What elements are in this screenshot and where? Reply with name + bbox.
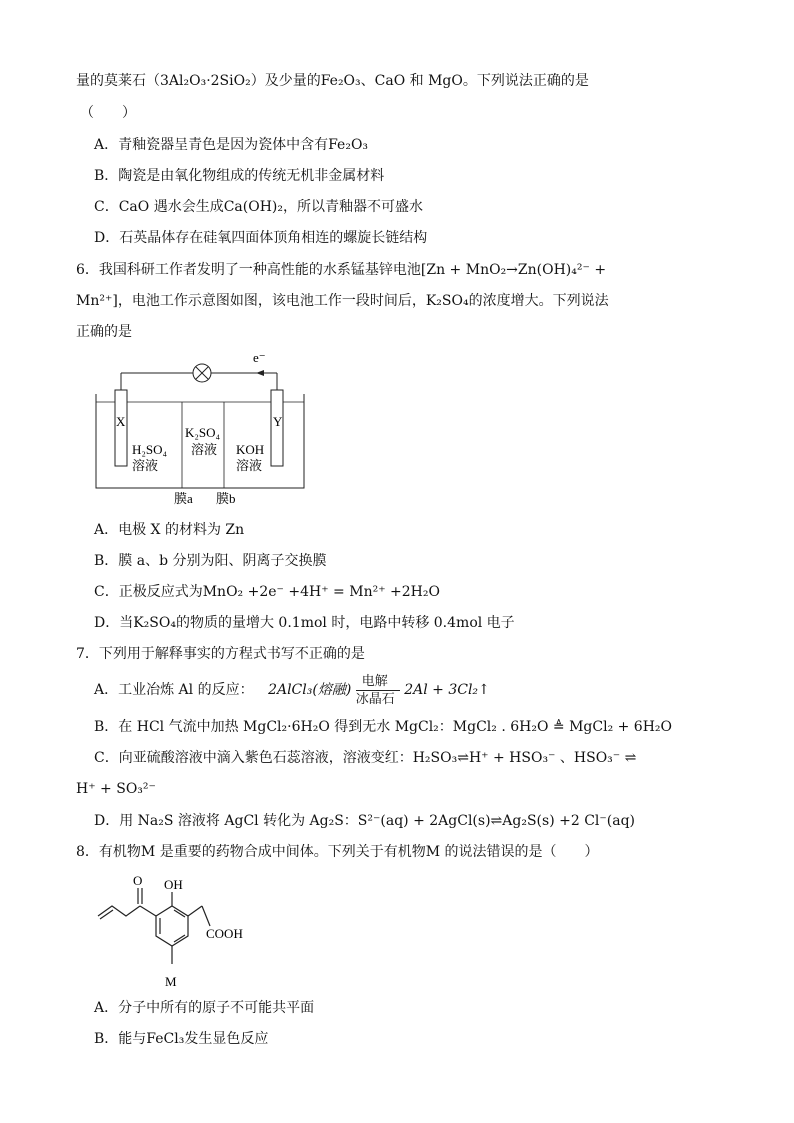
q6-option-b: B．膜 a、b 分别为阳、阴离子交换膜	[94, 553, 327, 569]
molecule-name-label: M	[165, 974, 177, 989]
q7-option-a	[94, 674, 490, 707]
q5-option-d: D．石英晶体存在硅氧四面体顶角相连的螺旋长链结构	[94, 230, 428, 246]
electron-label: e⁻	[253, 350, 266, 365]
electrode-y-label: Y	[273, 414, 283, 429]
electron-arrow-icon	[256, 370, 264, 376]
q7-option-a-text: A．工业冶炼 Al 的反应：	[94, 682, 254, 698]
q8-option-b: B．能与FeCl₃发生显色反应	[94, 1031, 269, 1047]
q7-option-a-left: 2AlCl₃(熔融)	[268, 682, 352, 698]
hydroxyl-label: OH	[164, 877, 183, 892]
reaction-condition	[355, 674, 400, 707]
q5-stem-line2: （ ）	[80, 105, 136, 121]
mid-solution-formula: K₂SO₄	[185, 425, 221, 440]
electrode-x-label: X	[116, 414, 126, 429]
q8-stem: 8．有机物M 是重要的药物合成中间体。下列关于有机物M 的说法错误的是（ ）	[76, 844, 599, 860]
q6-option-c: C．正极反应式为MnO₂ +2e⁻ +4H⁺ = Mn²⁺ +2H₂O	[94, 584, 440, 600]
q6-stem-line2: Mn²⁺]，电池工作示意图如图，该电池工作一段时间后，K₂SO₄的浓度增大。下列说法	[76, 293, 609, 309]
q6-option-d: D．当K₂SO₄的物质的量增大 0.1mol 时，电路中转移 0.4mol 电子	[94, 615, 515, 631]
carbonyl-o-label: O	[133, 873, 143, 888]
left-solution-label: 溶液	[132, 458, 159, 473]
q7-option-c-line1: C．向亚硫酸溶液中滴入紫色石蕊溶液，溶液变红：H₂SO₃⇌H⁺ + HSO₃⁻ 、HSO₃⁻ ⇌	[94, 750, 637, 766]
q7-option-d: D．用 Na₂S 溶液将 AgCl 转化为 Ag₂S：S²⁻(aq) + 2AgCl(s)⇌Ag₂S(s) +2 Cl⁻(aq)	[94, 813, 636, 829]
condition-bottom: 冰晶石	[355, 692, 395, 707]
q8-option-a: A．分子中所有的原子不可能共平面	[94, 1000, 315, 1016]
membrane-b-label: 膜b	[216, 491, 236, 506]
right-solution-label: 溶液	[236, 458, 263, 473]
membrane-a-label: 膜a	[174, 491, 193, 506]
right-solution-formula: KOH	[236, 442, 265, 457]
carboxyl-label: COOH	[206, 926, 243, 941]
q6-option-a: A．电极 X 的材料为 Zn	[94, 522, 245, 538]
q7-stem: 7．下列用于解释事实的方程式书写不正确的是	[76, 646, 365, 662]
q5-option-a: A．青釉瓷器呈青色是因为瓷体中含有Fe₂O₃	[94, 137, 369, 153]
q5-option-b: B．陶瓷是由氧化物组成的传统无机非金属材料	[94, 168, 385, 184]
q6-stem-line3: 正确的是	[76, 324, 132, 340]
q7-option-a-right: 2Al + 3Cl₂↑	[404, 682, 490, 698]
battery-diagram	[90, 350, 310, 510]
left-solution-formula: H₂SO₄	[132, 442, 168, 457]
q7-option-b: B．在 HCl 气流中加热 MgCl₂·6H₂O 得到无水 MgCl₂：MgCl₂ . 6H₂O ≜ MgCl₂ + 6H₂O	[94, 719, 673, 735]
lamp-icon	[193, 364, 211, 382]
q5-option-c: C．CaO 遇水会生成Ca(OH)₂，所以青釉器不可盛水	[94, 199, 423, 215]
q7-option-c-line2: H⁺ + SO₃²⁻	[76, 781, 156, 797]
mid-solution-label: 溶液	[191, 442, 218, 457]
condition-top: 电解	[361, 674, 388, 689]
molecule-structure	[94, 868, 264, 992]
q5-stem-line1: 量的莫莱石（3Al₂O₃·2SiO₂）及少量的Fe₂O₃、CaO 和 MgO。下列说法正确的是	[76, 73, 589, 89]
q6-stem-line1: 6．我国科研工作者发明了一种高性能的水系锰基锌电池[Zn + MnO₂→Zn(OH)₄²⁻ +	[76, 262, 607, 278]
